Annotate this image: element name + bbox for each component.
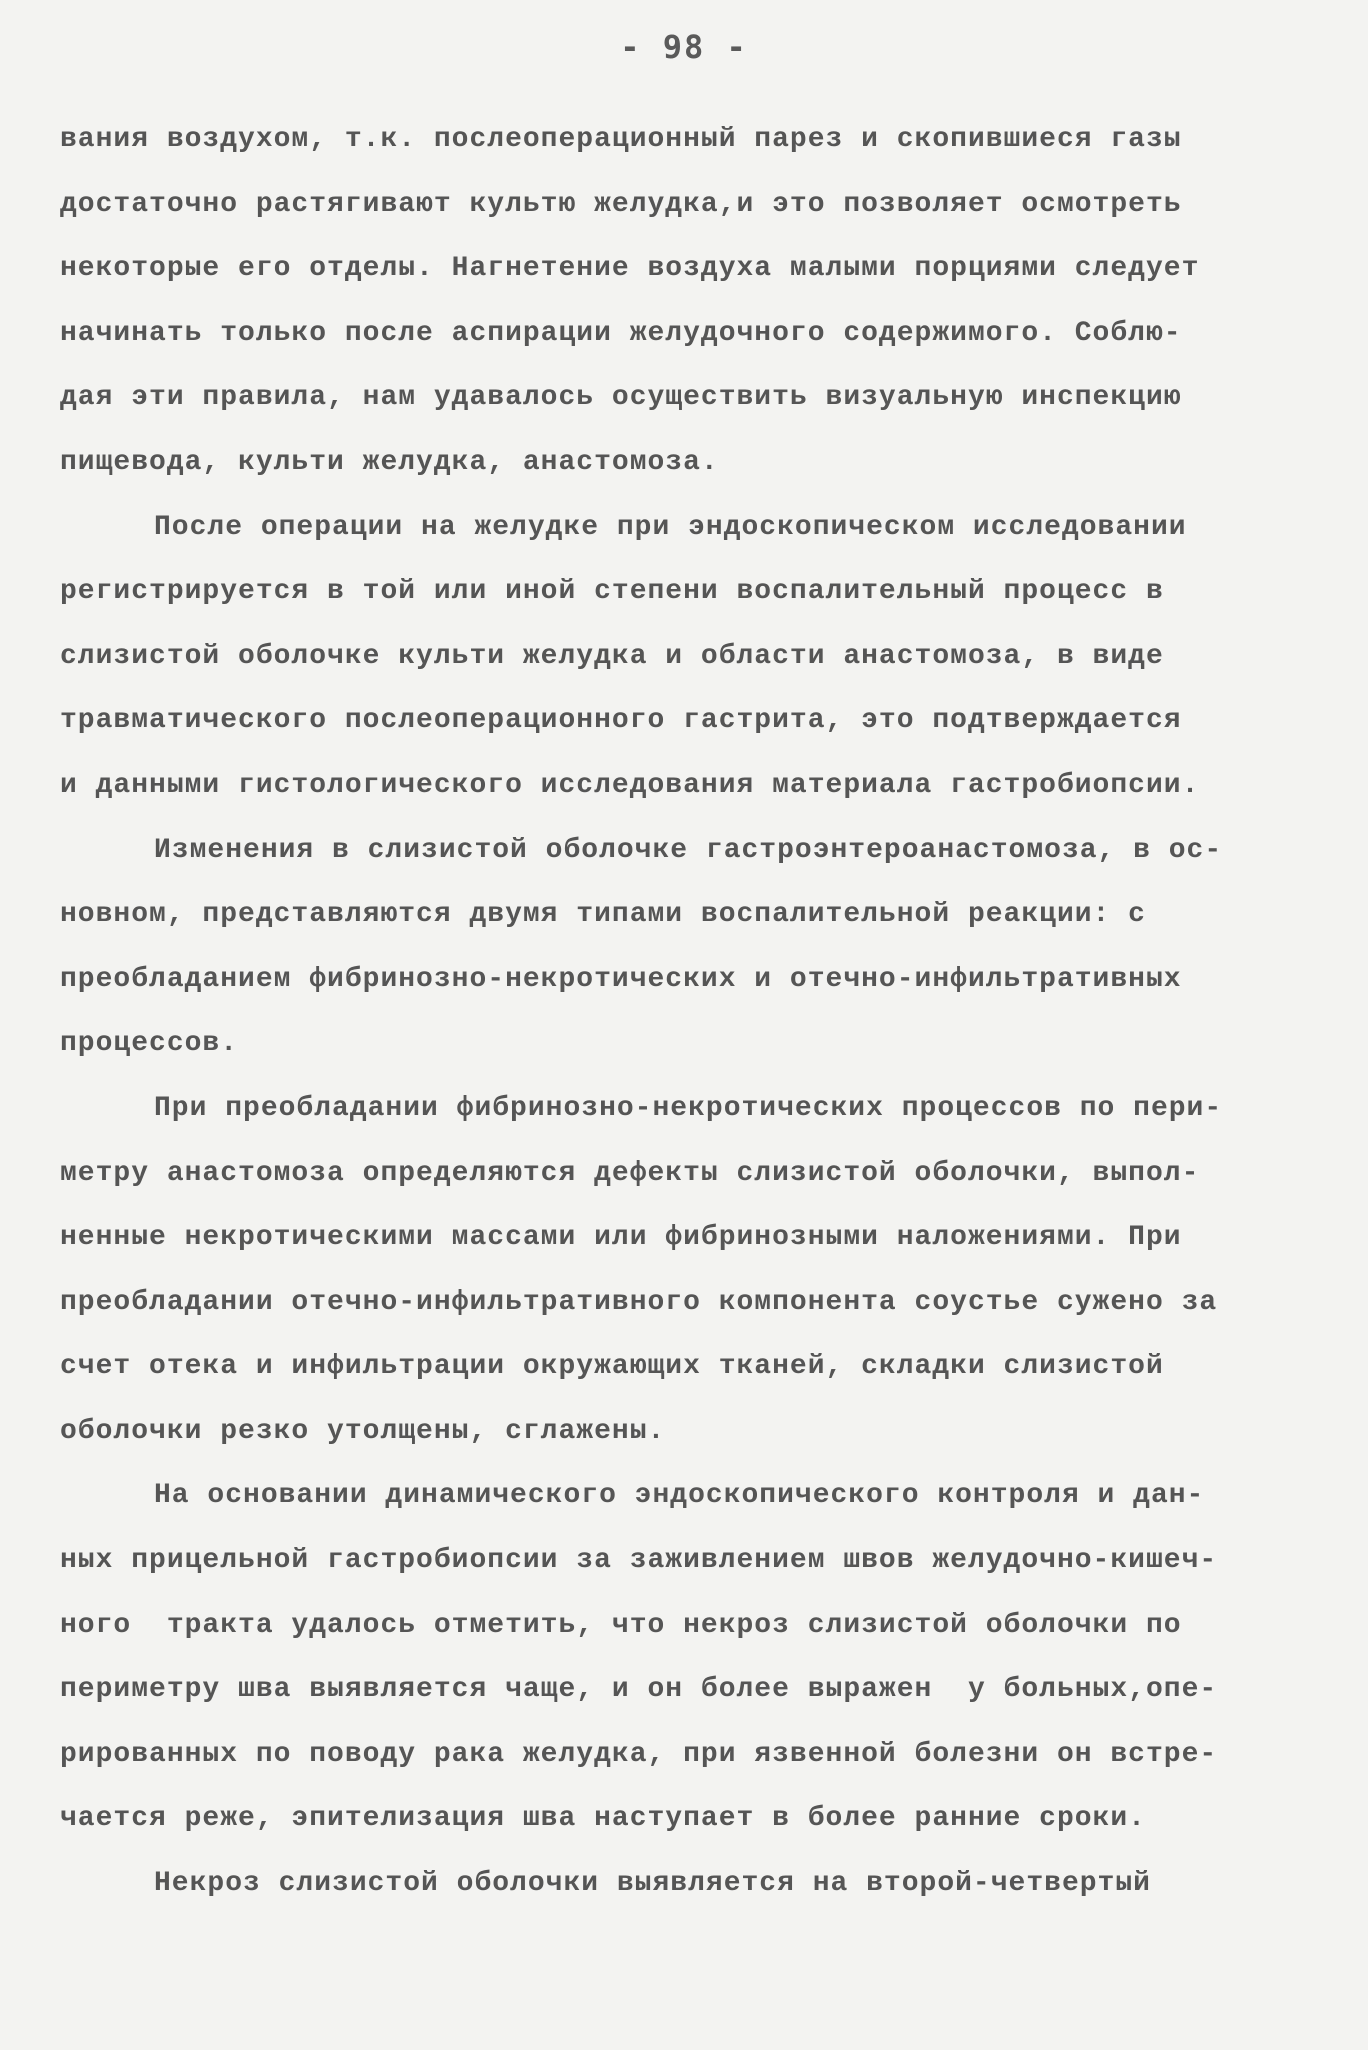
text-line: достаточно растягивают культю желудка,и это позволяет осмотреть	[60, 188, 1182, 220]
paragraph-start-line: На основании динамического эндоскопического контроля и дан-	[154, 1480, 1205, 1512]
text-line: слизистой оболочке культи желудка и области анастомоза, в виде	[60, 640, 1164, 672]
paragraph-start-line: При преобладании фибринозно-некротических процессов по пери-	[154, 1092, 1223, 1124]
text-line: начинать только после аспирации желудочного содержимого. Соблю-	[60, 317, 1182, 349]
text-line: рированных по поводу рака желудка, при язвенной болезни он встре-	[60, 1738, 1218, 1770]
paragraph-start-line: После операции на желудке при эндоскопическом исследовании	[154, 511, 1187, 543]
text-line: вания воздухом, т.к. послеоперационный парез и скопившиеся газы	[60, 124, 1182, 155]
text-line: чается реже, эпителизация шва наступает в более ранние сроки.	[60, 1803, 1146, 1835]
text-line: процессов.	[60, 1028, 239, 1060]
text-line: и данными гистологического исследования материала гастробиопсии.	[60, 769, 1200, 801]
text-line: травматического послеоперационного гастрита, это подтверждается	[60, 705, 1182, 737]
text-line: ных прицельной гастробиопсии за заживлением швов желудочно-кишеч-	[60, 1545, 1218, 1577]
text-line: ного тракта удалось отметить, что некроз слизистой оболочки по	[60, 1609, 1182, 1641]
text-line: пищевода, культи желудка, анастомоза.	[60, 446, 719, 478]
page-number: - 98 -	[620, 28, 748, 66]
text-line: преобладании отечно-инфильтративного компонента соустье сужено за	[60, 1286, 1218, 1318]
text-line: периметру шва выявляется чаще, и он более выражен у больных,опе-	[60, 1674, 1218, 1706]
paragraph-start-line: Некроз слизистой оболочки выявляется на второй-четвертый	[154, 1868, 1151, 1900]
text-line: дая эти правила, нам удавалось осуществить визуальную инспекцию	[60, 382, 1182, 414]
text-line: метру анастомоза определяются дефекты слизистой оболочки, выпол-	[60, 1157, 1200, 1189]
text-line: некоторые его отделы. Нагнетение воздуха малыми порциями следует	[60, 253, 1200, 285]
text-line: преобладанием фибринозно-некротических и отечно-инфильтративных	[60, 963, 1182, 995]
text-line: счет отека и инфильтрации окружающих тканей, складки слизистой	[60, 1351, 1164, 1383]
paragraph-start-line: Изменения в слизистой оболочке гастроэнтероанастомоза, в ос-	[154, 834, 1223, 866]
text-line: новном, представляются двумя типами воспалительной реакции: с	[60, 899, 1146, 931]
text-line: регистрируется в той или иной степени воспалительный процесс в	[60, 576, 1164, 608]
text-line: ненные некротическими массами или фибринозными наложениями. При	[60, 1222, 1182, 1254]
body-text	[60, 108, 1310, 1917]
text-line: оболочки резко утолщены, сглажены.	[60, 1415, 666, 1447]
